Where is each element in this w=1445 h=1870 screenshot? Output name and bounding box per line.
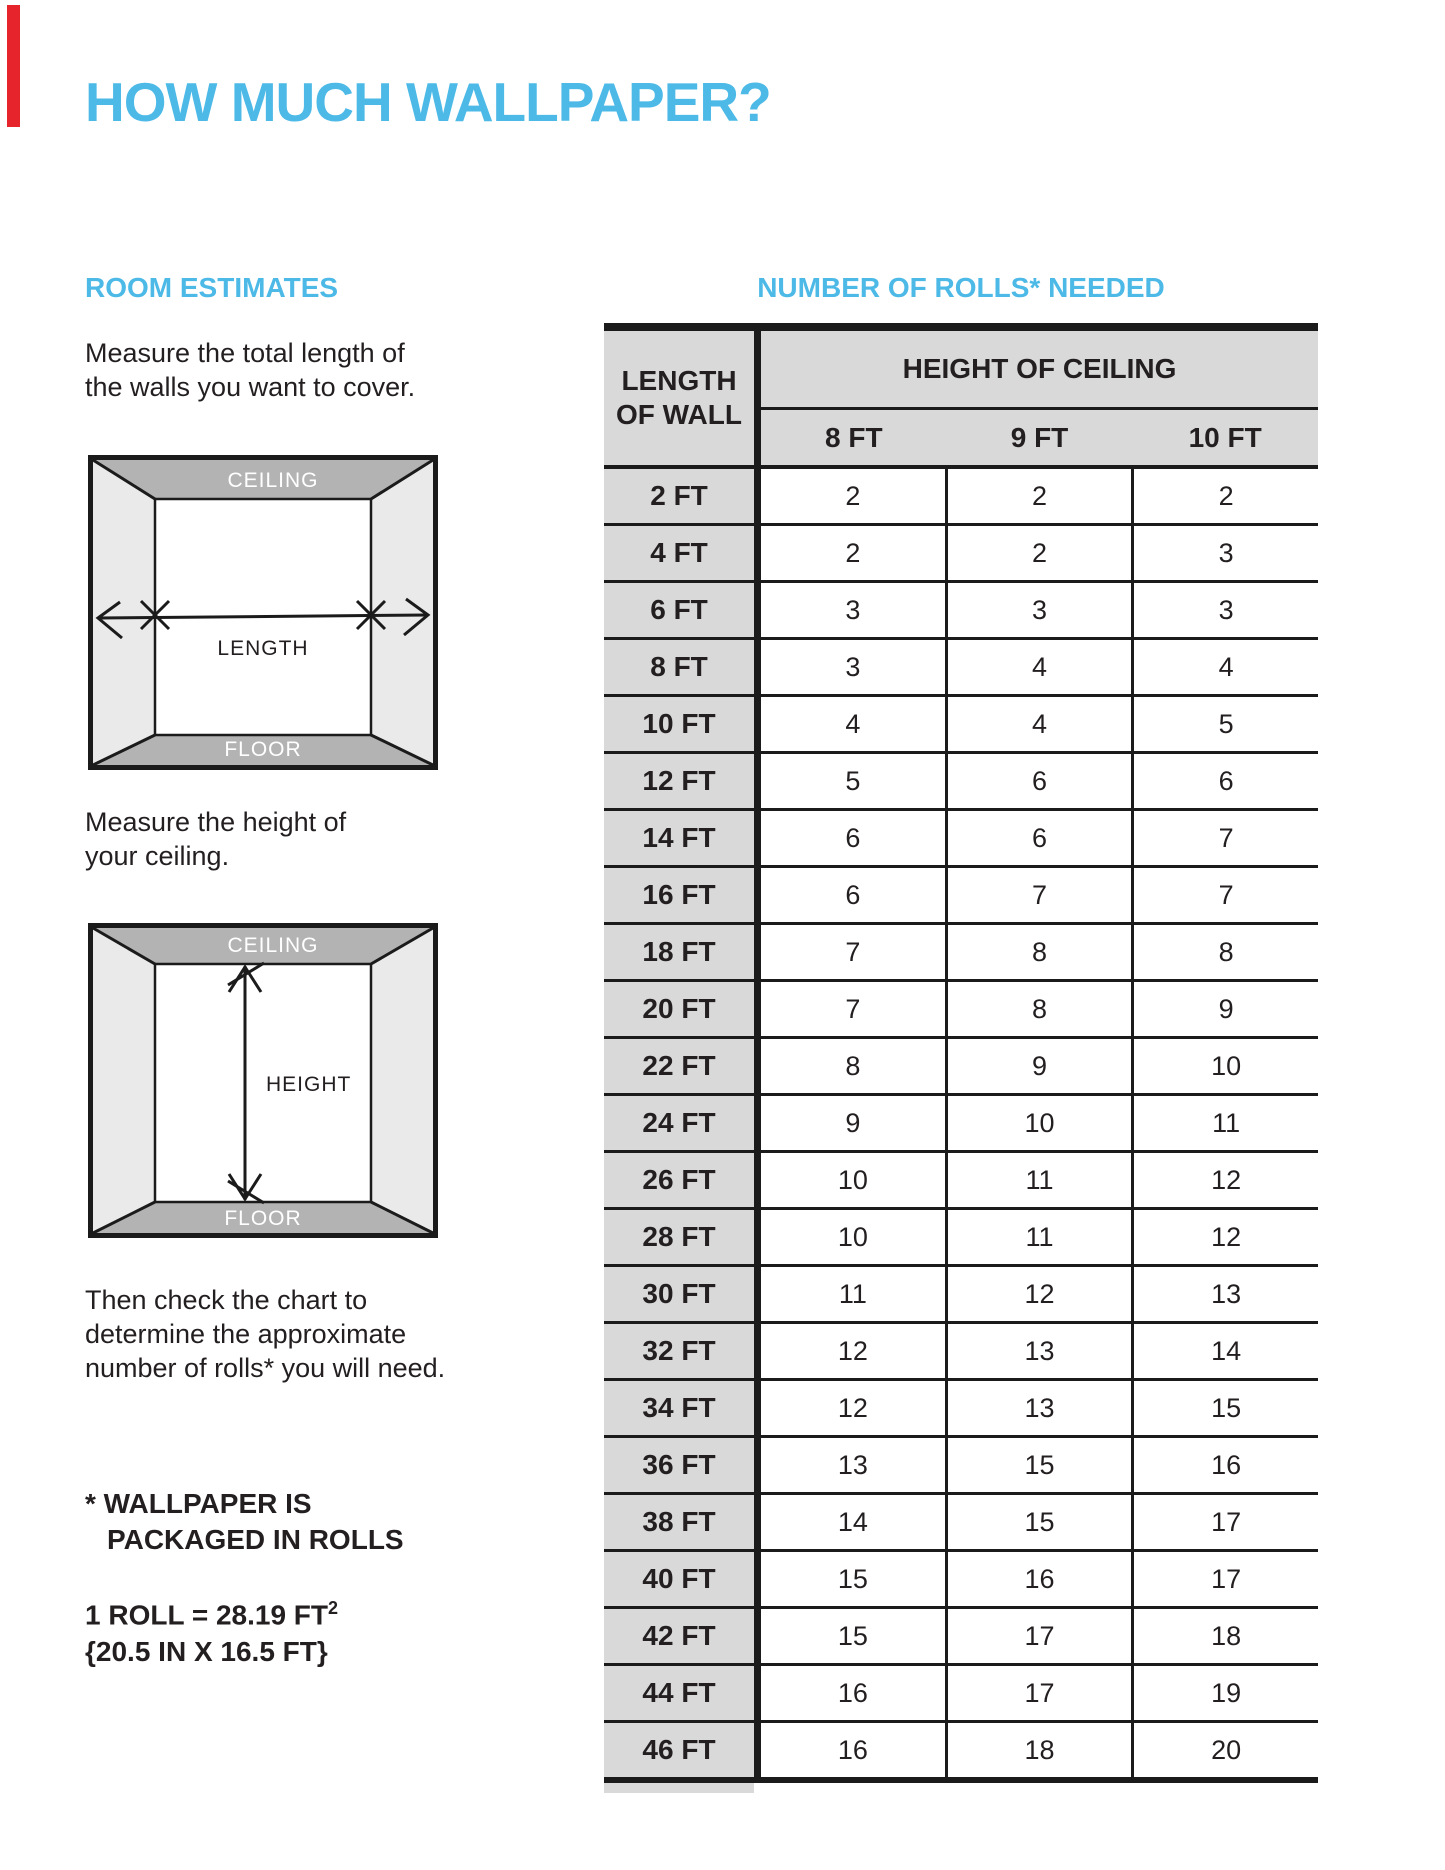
table-row <box>604 583 1318 640</box>
room-estimates-heading: ROOM ESTIMATES <box>85 272 339 303</box>
table-row <box>604 868 1318 925</box>
rolls-value-cell: 7 <box>761 925 945 979</box>
rolls-value-cell: 10 <box>948 1096 1132 1150</box>
step3-line1: Then check the chart to <box>85 1285 368 1315</box>
rolls-value-cell: 7 <box>1134 811 1318 865</box>
row-label-cell: 10 FT <box>604 697 761 751</box>
rolls-value-cell: 16 <box>761 1723 945 1777</box>
rolls-value-cell: 11 <box>948 1153 1132 1207</box>
row-label-cell: 44 FT <box>604 1666 761 1720</box>
table-row <box>604 1723 1318 1777</box>
rolls-value-cell: 5 <box>1134 697 1318 751</box>
rolls-value-cell: 4 <box>948 697 1132 751</box>
row-label-cell: 16 FT <box>604 868 761 922</box>
rolls-value-cell: 15 <box>948 1438 1132 1492</box>
table-row <box>604 1324 1318 1381</box>
row-label-cell: 8 FT <box>604 640 761 694</box>
label-column-tail <box>604 1783 754 1793</box>
right-wall-surface <box>371 928 433 1233</box>
row-group-label-line2: OF WALL <box>616 399 742 430</box>
rolls-value-cell: 18 <box>948 1723 1132 1777</box>
rolls-value-cell: 17 <box>1134 1552 1318 1606</box>
rolls-value-cell: 6 <box>1134 754 1318 808</box>
table-row <box>604 640 1318 697</box>
row-group-header <box>604 331 761 465</box>
rolls-value-cell: 15 <box>1134 1381 1318 1435</box>
row-label-cell: 20 FT <box>604 982 761 1036</box>
rolls-value-cell: 3 <box>1134 526 1318 580</box>
page-edge-marker <box>7 5 20 127</box>
rolls-value-cell: 8 <box>761 1039 945 1093</box>
table-heading: NUMBER OF ROLLS* NEEDED <box>757 272 1165 303</box>
step3-text <box>85 1283 445 1385</box>
left-wall-surface <box>93 928 155 1233</box>
row-group-label-line1: LENGTH <box>621 365 737 396</box>
rolls-value-cell: 6 <box>948 811 1132 865</box>
rolls-value-cell: 7 <box>948 868 1132 922</box>
column-group-header <box>761 331 1318 465</box>
step1-line2: the walls you want to cover. <box>85 372 416 402</box>
length-label: LENGTH <box>217 637 309 660</box>
rolls-value-cell: 4 <box>761 697 945 751</box>
rolls-value-cell: 8 <box>1134 925 1318 979</box>
rolls-value-cell: 20 <box>1134 1723 1318 1777</box>
rolls-value-cell: 14 <box>1134 1324 1318 1378</box>
floor-label: FLOOR <box>224 1207 302 1230</box>
rolls-value-cell: 15 <box>761 1552 945 1606</box>
rolls-value-cell: 2 <box>948 526 1132 580</box>
rolls-value-cell: 12 <box>948 1267 1132 1321</box>
roll-spec-line1 <box>85 1590 338 1633</box>
table-body <box>604 469 1318 1777</box>
rolls-value-cell: 10 <box>761 1210 945 1264</box>
footnote-line2: PACKAGED IN ROLLS <box>107 1524 404 1555</box>
row-label-cell: 30 FT <box>604 1267 761 1321</box>
rolls-value-cell: 4 <box>948 640 1132 694</box>
table-row <box>604 1381 1318 1438</box>
table-row <box>604 982 1318 1039</box>
rolls-value-cell: 2 <box>948 469 1132 523</box>
rolls-table <box>604 323 1318 1793</box>
step2-line1: Measure the height of <box>85 807 347 837</box>
rolls-value-cell: 2 <box>1134 469 1318 523</box>
table-row <box>604 1267 1318 1324</box>
row-label-cell: 12 FT <box>604 754 761 808</box>
rolls-value-cell: 13 <box>1134 1267 1318 1321</box>
rolls-value-cell: 9 <box>948 1039 1132 1093</box>
table-row <box>604 754 1318 811</box>
rolls-value-cell: 10 <box>1134 1039 1318 1093</box>
rolls-value-cell: 15 <box>948 1495 1132 1549</box>
row-label-cell: 38 FT <box>604 1495 761 1549</box>
rolls-value-cell: 15 <box>761 1609 945 1663</box>
table-row <box>604 811 1318 868</box>
row-label-cell: 4 FT <box>604 526 761 580</box>
step2-line2: your ceiling. <box>85 841 230 871</box>
column-header-8ft: 8 FT <box>825 421 883 453</box>
rolls-value-cell: 13 <box>948 1324 1132 1378</box>
rolls-value-cell: 8 <box>948 982 1132 1036</box>
column-header-9ft: 9 FT <box>1010 421 1069 453</box>
rolls-value-cell: 9 <box>761 1096 945 1150</box>
rolls-value-cell: 12 <box>1134 1210 1318 1264</box>
rolls-value-cell: 7 <box>1134 868 1318 922</box>
step1-text <box>85 336 415 404</box>
rolls-value-cell: 10 <box>761 1153 945 1207</box>
row-label-cell: 6 FT <box>604 583 761 637</box>
row-label-cell: 46 FT <box>604 1723 761 1777</box>
rolls-value-cell: 11 <box>948 1210 1132 1264</box>
rolls-value-cell: 13 <box>761 1438 945 1492</box>
ceiling-label: CEILING <box>227 934 319 957</box>
row-label-cell: 34 FT <box>604 1381 761 1435</box>
ceiling-label: CEILING <box>227 469 319 492</box>
table-top-border <box>604 323 1318 331</box>
rolls-value-cell: 3 <box>761 640 945 694</box>
row-label-cell: 42 FT <box>604 1609 761 1663</box>
row-label-cell: 14 FT <box>604 811 761 865</box>
rolls-value-cell: 3 <box>761 583 945 637</box>
table-row <box>604 1552 1318 1609</box>
row-label-cell: 26 FT <box>604 1153 761 1207</box>
length-diagram-drawing <box>88 455 438 770</box>
rolls-value-cell: 16 <box>948 1552 1132 1606</box>
rolls-value-cell: 17 <box>948 1666 1132 1720</box>
table-row <box>604 526 1318 583</box>
rolls-footnote <box>85 1486 404 1558</box>
row-label-cell: 40 FT <box>604 1552 761 1606</box>
page-title: HOW MUCH WALLPAPER? <box>85 71 771 133</box>
step3-line3: number of rolls* you will need. <box>85 1353 446 1383</box>
table-row <box>604 1666 1318 1723</box>
roll-spec-value: 1 ROLL = 28.19 FT <box>85 1599 329 1631</box>
rolls-value-cell: 9 <box>1134 982 1318 1036</box>
rolls-value-cell: 2 <box>761 526 945 580</box>
rolls-value-cell: 7 <box>761 982 945 1036</box>
table-row <box>604 469 1318 526</box>
step3-line2: determine the approximate <box>85 1319 407 1349</box>
table-header <box>604 331 1318 465</box>
rolls-value-cell: 12 <box>1134 1153 1318 1207</box>
rolls-value-cell: 3 <box>948 583 1132 637</box>
rolls-value-cell: 3 <box>1134 583 1318 637</box>
table-row <box>604 1039 1318 1096</box>
column-header-10ft: 10 FT <box>1188 421 1262 453</box>
rolls-value-cell: 5 <box>761 754 945 808</box>
rolls-value-cell: 14 <box>761 1495 945 1549</box>
roll-spec-line2: {20.5 IN X 16.5 FT} <box>85 1636 328 1668</box>
rolls-value-cell: 18 <box>1134 1609 1318 1663</box>
row-label-cell: 32 FT <box>604 1324 761 1378</box>
table-row <box>604 1096 1318 1153</box>
height-label: HEIGHT <box>266 1073 352 1096</box>
rolls-value-cell: 16 <box>761 1666 945 1720</box>
rolls-value-cell: 16 <box>1134 1438 1318 1492</box>
rolls-value-cell: 12 <box>761 1381 945 1435</box>
footnote-line1: * WALLPAPER IS <box>85 1488 312 1519</box>
roll-spec <box>85 1590 338 1670</box>
rolls-value-cell: 19 <box>1134 1666 1318 1720</box>
table-row <box>604 1153 1318 1210</box>
row-label-cell: 2 FT <box>604 469 761 523</box>
rolls-value-cell: 13 <box>948 1381 1132 1435</box>
rolls-value-cell: 17 <box>948 1609 1132 1663</box>
table-row <box>604 697 1318 754</box>
rolls-value-cell: 6 <box>761 868 945 922</box>
column-headers <box>761 410 1318 465</box>
height-diagram <box>88 923 438 1238</box>
height-diagram-drawing <box>88 923 438 1238</box>
table-row <box>604 1609 1318 1666</box>
rolls-value-cell: 6 <box>761 811 945 865</box>
rolls-value-cell: 4 <box>1134 640 1318 694</box>
rolls-value-cell: 11 <box>761 1267 945 1321</box>
length-diagram <box>88 455 438 770</box>
table-row <box>604 925 1318 982</box>
left-wall-surface <box>93 460 155 765</box>
step1-line1: Measure the total length of <box>85 338 405 368</box>
step2-text <box>85 805 346 873</box>
rolls-value-cell: 12 <box>761 1324 945 1378</box>
rolls-value-cell: 8 <box>948 925 1132 979</box>
row-label-cell: 36 FT <box>604 1438 761 1492</box>
rolls-value-cell: 6 <box>948 754 1132 808</box>
row-label-cell: 22 FT <box>604 1039 761 1093</box>
row-label-cell: 18 FT <box>604 925 761 979</box>
floor-label: FLOOR <box>224 738 302 761</box>
table-row <box>604 1495 1318 1552</box>
rolls-value-cell: 11 <box>1134 1096 1318 1150</box>
rolls-value-cell: 2 <box>761 469 945 523</box>
roll-spec-superscript: 2 <box>328 1598 339 1618</box>
table-row <box>604 1210 1318 1267</box>
rolls-value-cell: 17 <box>1134 1495 1318 1549</box>
table-row <box>604 1438 1318 1495</box>
row-label-cell: 28 FT <box>604 1210 761 1264</box>
height-of-ceiling-header: HEIGHT OF CEILING <box>761 331 1318 410</box>
row-label-cell: 24 FT <box>604 1096 761 1150</box>
